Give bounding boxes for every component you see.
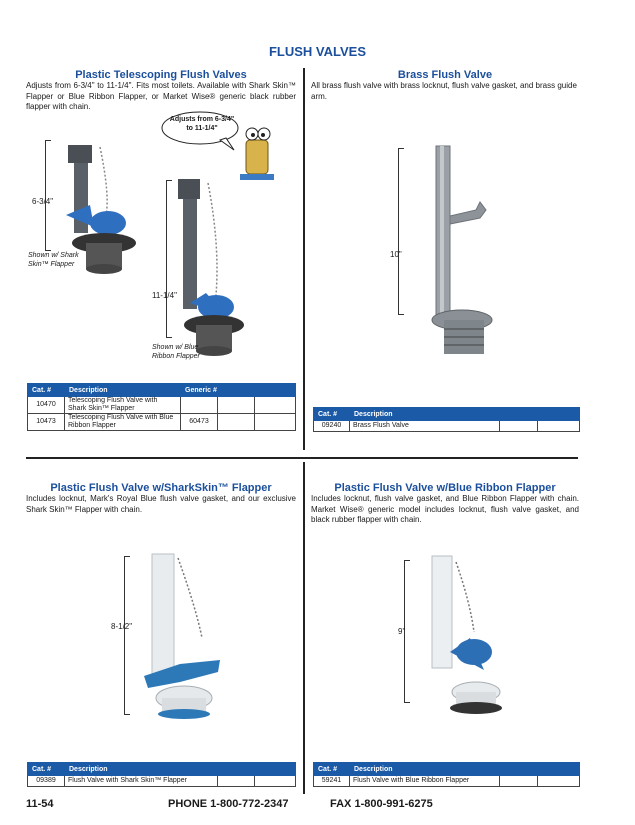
page-title: FLUSH VALVES: [268, 44, 367, 59]
telescoping-description: Adjusts from 6-3/4" to 11-1/4". Fits most toilets. Available with Shark Skin™ Flapper or Blue Ribbon Flapper, or Market Wise® generic black rubber flapper with chain.: [26, 81, 296, 111]
col-header-desc: Description: [65, 763, 296, 776]
horizontal-divider: [26, 457, 578, 459]
cat-number: 09240: [314, 421, 350, 432]
col-header-cat: Cat. #: [314, 408, 350, 421]
brass-description: All brass flush valve with brass locknut, flush valve gasket, and brass guide arm.: [311, 81, 577, 101]
dim-label-sharkskin: 8-1/2": [111, 622, 133, 631]
col-header-desc: Description: [350, 408, 580, 421]
table-row: [28, 397, 296, 414]
item-description: Telescoping Flush Valve with Shark Skin™ Flapper: [65, 397, 181, 414]
footer-fax: FAX 1-800-991-6275: [330, 798, 433, 810]
dim-line-long: [166, 180, 167, 337]
dim-label-blueribbon: 9": [398, 627, 406, 636]
blueribbon-description: Includes locknut, flush valve gasket, and Blue Ribbon Flapper with chain. Market Wise® generic model includes locknut, flush valve gasket, and black rubber flapper with chain.: [311, 494, 579, 524]
item-description: Flush Valve with Shark Skin™ Flapper: [65, 776, 218, 787]
table-row: [28, 776, 296, 787]
cat-number: 59241: [314, 776, 350, 787]
dim-label-brass: 10": [390, 250, 402, 259]
item-description: Flush Valve with Blue Ribbon Flapper: [350, 776, 500, 787]
cat-number: 10470: [28, 397, 65, 414]
page-number: 11-54: [26, 798, 54, 810]
brass-title: Brass Flush Valve: [397, 69, 493, 81]
callout-text: Adjusts from 6-3/4" to 11-1/4": [169, 116, 235, 132]
table-row: [314, 776, 580, 787]
sharkskin-description: Includes locknut, Mark's Royal Blue flush valve gasket, and our exclusive Shark Skin™ Flapper with chain.: [26, 494, 296, 514]
dim-label-long: 11-1/4": [152, 291, 177, 300]
col-header-generic: Generic #: [181, 384, 296, 397]
footer-phone: PHONE 1-800-772-2347: [168, 798, 289, 810]
item-description: Telescoping Flush Valve with Blue Ribbon Flapper: [65, 414, 181, 431]
caption-sharkskin: Shown w/ Shark Skin™ Flapper: [28, 252, 79, 268]
col-header-desc: Description: [350, 763, 580, 776]
sharkskin-valve-illustration: [140, 548, 250, 728]
blueribbon-valve-illustration: [420, 552, 510, 732]
dim-line-short: [45, 140, 46, 250]
vertical-divider-bottom: [303, 462, 305, 794]
sharkskin-table: [27, 762, 296, 787]
blueribbon-title: Plastic Flush Valve w/Blue Ribbon Flapper: [334, 482, 556, 494]
cat-number: 10473: [28, 414, 65, 431]
col-header-desc: Description: [65, 384, 181, 397]
dim-line-brass: [398, 148, 399, 314]
vertical-divider-top: [303, 68, 305, 450]
cat-number: 09389: [28, 776, 65, 787]
item-description: Brass Flush Valve: [350, 421, 500, 432]
col-header-cat: Cat. #: [28, 763, 65, 776]
telescoping-table: [27, 383, 296, 431]
table-row: [28, 414, 296, 431]
generic-number: [181, 397, 218, 414]
sharkskin-title: Plastic Flush Valve w/SharkSkin™ Flapper: [50, 482, 272, 494]
brass-table: [313, 407, 580, 432]
generic-number: 60473: [181, 414, 218, 431]
caption-blueribbon: Shown w/ Blue Ribbon Flapper: [152, 344, 200, 360]
brass-valve-illustration: [420, 140, 520, 370]
dim-line-sharkskin: [124, 556, 125, 714]
blueribbon-table: [313, 762, 580, 787]
table-row: [314, 421, 580, 432]
dim-label-short: 6-3/4": [32, 197, 54, 206]
col-header-cat: Cat. #: [28, 384, 65, 397]
col-header-cat: Cat. #: [314, 763, 350, 776]
telescoping-title: Plastic Telescoping Flush Valves: [75, 69, 247, 81]
